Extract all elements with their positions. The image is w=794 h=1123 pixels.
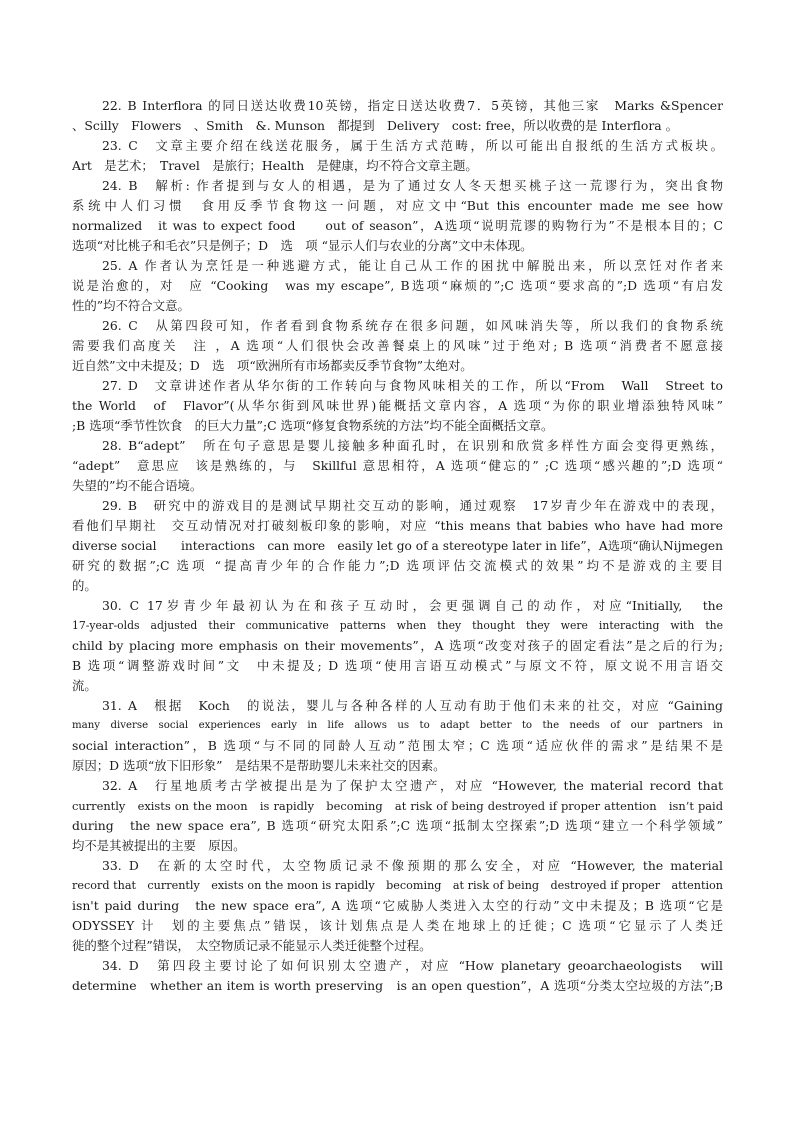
text-line: child by placing more emphasis on their movements”，A 选项“改变对孩子的固定看法”是之后的行为; [72,638,723,653]
text-line: determine whether an item is worth preserving is an open question”，A 选项“分类太空垃圾的方法”;B [72,978,723,993]
text-line: 选项“对比桃子和毛衣”只是例子；D 选 项 “显示人们与农业的分离”文中未体现。 [72,238,533,253]
text-line: 研究的数据”;C 选项 “提高青少年的合作能力”;D 选项评估交流模式的效果”均不是游戏的主要目 [72,558,723,573]
text-line: 原因；D 选项“放下旧形象” 是结果不是帮助婴儿未来社交的因素。 [72,758,446,773]
text-line: 、Scilly Flowers 、Smith &. Munson 都提到 Delivery cost: free，所以收费的是 Interflora 。 [72,118,678,133]
text-line: 系统中人们习惯 食用反季节食物这一问题，对应文中“But this encounter made me see how [72,198,723,213]
text-line: 流。 [72,678,97,693]
text-line: 25. A 作者认为烹饪是一种逃避方式，能让自己从工作的困扰中解脱出来，所以烹饪对作者来 [102,258,723,273]
explanation-item [72,316,723,376]
text-line: record that currently exists on the moon is rapidly becoming at risk of being destroyed if proper attention [72,879,723,892]
text-line: “adept” 意思应 该是熟练的，与 Skillful 意思相符，A 选项“健忘的” ;C 选项“感兴趣的”;D 选项“ [72,458,723,473]
text-line: 失望的”均不能合语境。 [72,478,203,493]
text-line: 徙的整个过程”错误， 太空物质记录不能显示人类迁徙整个过程。 [72,938,432,953]
explanation-item [72,496,723,596]
text-line: 34. D 第四段主要讨论了如何识别太空遗产，对应 “How planetary geoarchaeologists will [102,958,723,973]
text-line: ODYSSEY 计 划的主要焦点”错误，该计划焦点是人类在地球上的迁徙；C 选项“它显示了人类迁 [72,918,723,933]
explanation-item [72,176,723,256]
text-line: ;B 选项“季节性饮食 的巨大力量”;C 选项“修复食物系统的方法”均不能全面概括文章。 [72,418,554,433]
text-line: 30. C 17岁青少年最初认为在和孩子互动时，会更强调自己的动作，对应“Initially, the [102,598,723,613]
explanation-item [72,376,723,436]
text-line: the World of Flavor”(从华尔街到风味世界)能概括文章内容，A 选项“为你的职业增添独特风味” [72,398,723,413]
text-line: 22. B Interflora 的同日送达收费10英镑，指定日送达收费7．5英镑，其他三家 Marks &Spencer [102,98,723,113]
explanation-item [72,776,723,856]
explanation-item [72,436,723,496]
explanation-item [72,256,723,316]
text-line: 24. B 解析: 作者提到与女人的相遇，是为了通过女人冬天想买桃子这一荒谬行为，突出食物 [102,178,723,193]
text-line: 近自然”文中未提及；D 选 项“欧洲所有市场都卖反季节食物”太绝对。 [72,358,473,373]
text-line: 32. A 行星地质考古学被提出是为了保护太空遗产，对应 “However, the material record that [102,778,723,793]
text-line: currently exists on the moon is rapidly becoming at risk of being destroyed if proper attention isn’t paid [72,799,723,813]
explanation-item [72,856,723,956]
text-line: 27. D 文章讲述作者从华尔街的工作转向与食物风味相关的工作，所以“From Wall Street to [102,378,723,393]
text-line: 29. B 研究中的游戏目的是测试早期社交互动的影响，通过观察 17岁青少年在游戏中的表现， [102,498,723,513]
text-line: 31. A 根据 Koch 的说法，婴儿与各种各样的人互动有助于他们未来的社交，对应 “Gaining [102,698,723,713]
text-line: 看他们早期社 交互动情况对打破刻板印象的影响，对应 “this means that babies who have had more [72,518,723,533]
answer-explanations [72,96,723,996]
text-line: 23. C 文章主要介绍在线送花服务，属于生活方式范畴，所以可能出自报纸的生活方式板块。 [102,138,723,153]
text-line: 33. D 在新的太空时代，太空物质记录不像预期的那么安全，对应 “However, the material [102,858,723,873]
text-line: B 选项“调整游戏时间”文 中未提及; D 选项“使用言语互动模式”与原文不符，原文说不用言语交 [72,658,723,673]
explanation-item [72,696,723,776]
explanation-item [72,136,723,176]
text-line: 均不是其被提出的主要 原因。 [72,838,246,853]
text-line: 26. C 从第四段可知，作者看到食物系统存在很多问题，如风味消失等，所以我们的食物系统 [102,318,723,333]
text-line: Art 是艺术； Travel 是旅行；Health 是健康，均不符合文章主题。 [72,158,478,173]
text-line: diverse social interactions can more easily let go of a stereotype later in life”，A选项“确认Nijmegen [72,539,723,553]
text-line: 17-year-olds adjusted their communicative patterns when they thought they were interacting with the [72,619,723,632]
explanation-item [72,956,723,996]
text-line: normalized it was to expect food out of season”，A选项“说明荒谬的购物行为”不是根本目的；C [72,218,723,233]
text-line: 说是治愈的，对 应 “Cooking was my escape”, B选项“麻烦的”;C 选项“要求高的”;D 选项“有启发 [72,278,723,293]
text-line: social interaction”，B 选项“与不同的同龄人互动”范围太窄；C 选项“适应伙伴的需求”是结果不是 [72,738,723,753]
explanation-item [72,96,723,136]
text-line: many diverse social experiences early in life allows us to adapt better to the needs of our partners in [72,720,723,731]
text-line: isn't paid during the new space era”, A 选项“它威胁人类进入太空的行动”文中未提及；B 选项“它是 [72,898,723,913]
text-line: 性的”均不符合文意。 [72,298,190,313]
text-line: during the new space era”, B 选项“研究太阳系”;C 选项“抵制太空探索”;D 选项“建立一个科学领域” [72,818,723,833]
text-line: 的。 [72,578,97,593]
explanation-item [72,596,723,696]
text-line: 需要我们高度关 注 ，A 选项“人们很快会改善餐桌上的风味”过于绝对; B 选项“消费者不愿意接 [72,338,723,353]
text-line: 28. B“adept” 所在句子意思是婴儿接触多种面孔时，在识别和欣赏多样性方面会变得更熟练， [102,438,723,453]
